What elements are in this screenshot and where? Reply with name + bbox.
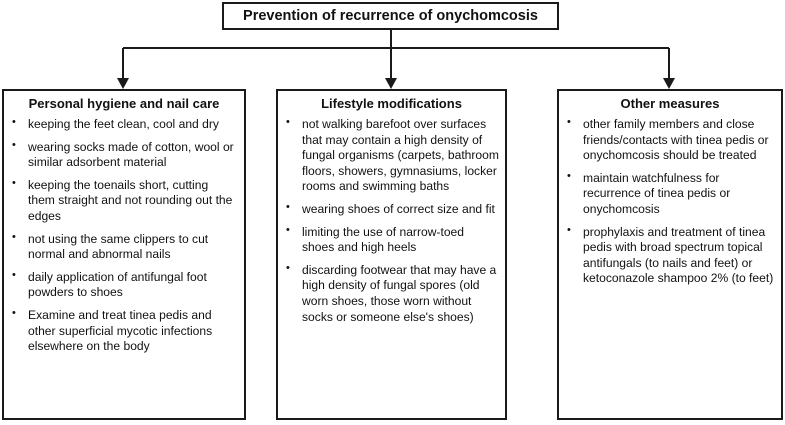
- diagram-title-box: [222, 2, 559, 30]
- bullet-icon: •: [12, 116, 16, 128]
- column-heading: Lifestyle modifications: [321, 96, 462, 111]
- item-list: [10, 117, 238, 355]
- bullet-icon: •: [12, 176, 16, 189]
- list-item: • other family members and close friends/contacts with tinea pedis or onychomcosis should be treated: [567, 116, 769, 163]
- list-item: • not walking barefoot over surfaces that may contain a high density of fungal organisms (carpets, bathroom floors, showers, gymnasiums, locker rooms and swimming baths: [286, 116, 499, 194]
- bullet-icon: •: [567, 116, 571, 128]
- list-item: • keeping the toenails short, cutting them straight and not rounding out the edges: [12, 176, 233, 223]
- bullet-icon: •: [286, 116, 290, 128]
- list-item: • wearing socks made of cotton, wool or similar adsorbent material: [12, 138, 234, 170]
- list-item: • limiting the use of narrow-toed shoes and high heels: [286, 223, 465, 255]
- bullet-icon: •: [286, 223, 290, 236]
- bullet-icon: •: [567, 169, 571, 182]
- column-heading: Other measures: [620, 96, 720, 111]
- list-item: • prophylaxis and treatment of tinea pedis with broad spectrum topical antifungals (to nails and feet) or ketoconazole shampoo 2% (to feet): [567, 223, 774, 286]
- arrowhead-left: [117, 78, 129, 89]
- list-item: • maintain watchfulness for recurrence of tinea pedis or onychomcosis: [567, 169, 731, 216]
- arrowhead-center: [385, 78, 397, 89]
- list-item: • not using the same clippers to cut normal and abnormal nails: [12, 230, 209, 262]
- list-item: • keeping the feet clean, cool and dry: [12, 116, 219, 131]
- list-item: • wearing shoes of correct size and fit: [286, 200, 495, 216]
- bullet-icon: •: [567, 223, 571, 236]
- bullet-icon: •: [12, 138, 16, 151]
- column-lifestyle-modifications: [276, 89, 507, 420]
- bullet-icon: •: [12, 268, 16, 281]
- list-item: • discarding footwear that may have a high density of fungal spores (old worn shoes, those worn without socks or someone else's shoes): [286, 261, 497, 324]
- arrowhead-right: [663, 78, 675, 89]
- bullet-icon: •: [12, 306, 16, 319]
- bullet-icon: •: [286, 261, 290, 274]
- column-personal-hygiene: [2, 89, 246, 420]
- column-heading: Personal hygiene and nail care: [28, 96, 220, 111]
- list-item: • daily application of antifungal foot powders to shoes: [12, 268, 207, 300]
- item-list: [284, 117, 499, 325]
- bullet-icon: •: [12, 230, 16, 243]
- item-list: [565, 117, 775, 287]
- bullet-icon: •: [286, 200, 290, 213]
- diagram-title: Prevention of recurrence of onychomcosis: [243, 8, 538, 24]
- list-item: • Examine and treat tinea pedis and other superficial mycotic infections elsewhere on the body: [12, 306, 213, 354]
- column-other-measures: [557, 89, 783, 420]
